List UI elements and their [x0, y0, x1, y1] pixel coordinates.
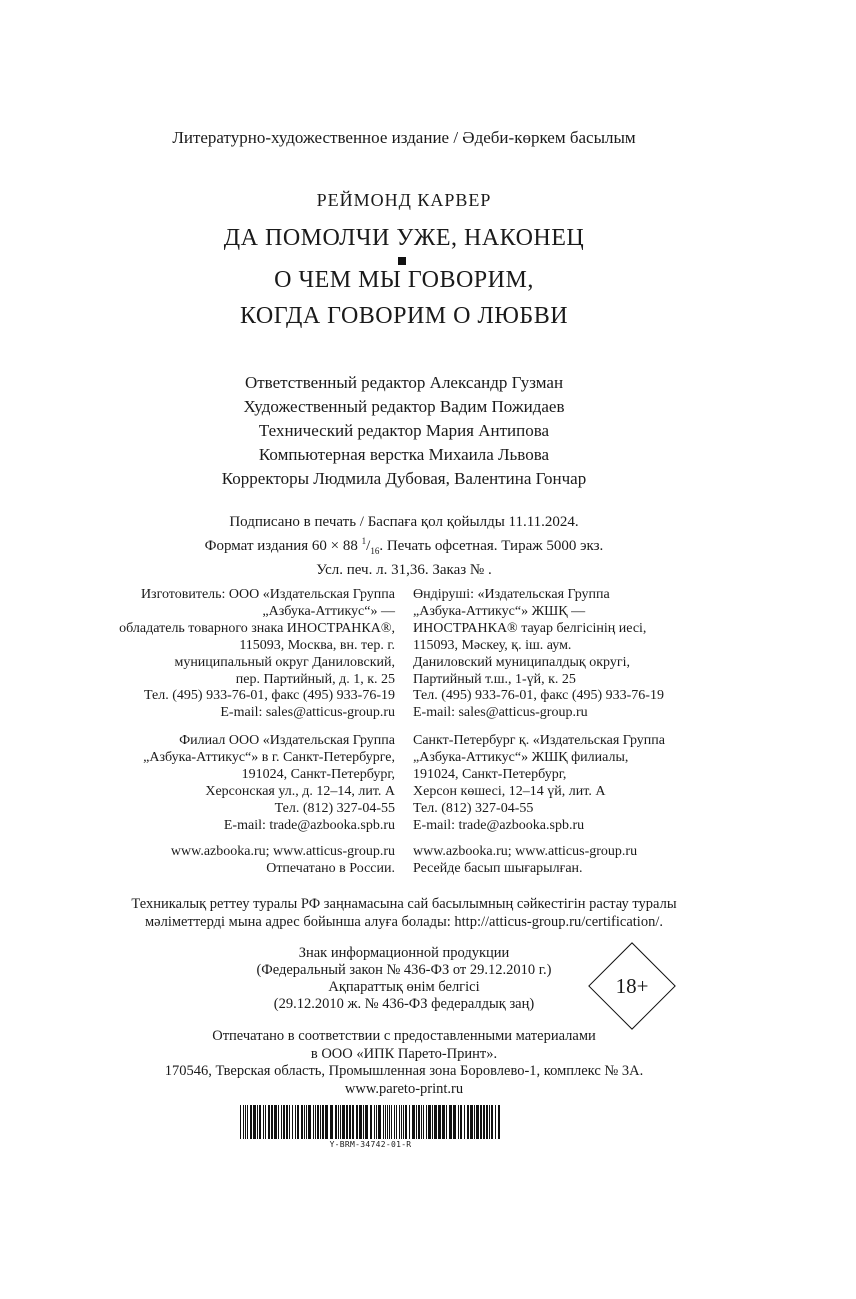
manufacturer-ru-line: 115093, Москва, вн. тер. г. [239, 637, 395, 653]
barcode-bar [352, 1105, 354, 1139]
barcode-bar [263, 1105, 264, 1139]
manufacturer-ru [65, 587, 395, 722]
barcode-bar [483, 1105, 485, 1139]
barcode-bar [474, 1105, 475, 1139]
barcode-bar [349, 1105, 351, 1139]
barcode-bar [320, 1105, 321, 1139]
branch-ru-line: 191024, Санкт-Петербург, [241, 766, 395, 782]
barcode-bar [378, 1105, 381, 1139]
print-info [0, 513, 808, 580]
branch-kz-line: Херсон көшесі, 12–14 үй, лит. А [413, 783, 606, 799]
barcode-bar [304, 1105, 305, 1139]
branch-ru-line: Херсонская ул., д. 12–14, лит. А [205, 783, 395, 799]
barcode-bar [363, 1105, 364, 1139]
branch-kz [413, 733, 743, 834]
branch-ru-line: „Азбука-Аттикус“» в г. Санкт-Петербурге, [143, 749, 395, 765]
barcode-bar [286, 1105, 288, 1139]
barcode-bar [297, 1105, 299, 1139]
manufacturer-kz-line: Партийный т.ш., 1-үй, к. 25 [413, 671, 576, 687]
barcode-bar [301, 1105, 303, 1139]
barcode-bar [423, 1105, 424, 1139]
barcode-bar [385, 1105, 386, 1139]
web-ru-line: Отпечатано в России. [266, 860, 395, 876]
barcode-bar [308, 1105, 311, 1139]
barcode-bar [356, 1105, 358, 1139]
manufacturer-ru-line: Изготовитель: ООО «Издательская Группа [140, 587, 395, 602]
barcode-bar [403, 1105, 404, 1139]
branch-kz-line: Санкт-Петербург қ. «Издательская Группа [413, 733, 665, 748]
format-prefix: Формат издания 60 × 88 [204, 538, 358, 554]
barcode-bar [383, 1105, 384, 1139]
certification-line: мәліметтерді мына адрес бойынша алуға болады: http://atticus-group.ru/certification/. [145, 914, 663, 930]
barcode-bar [428, 1105, 431, 1139]
barcode-bar [317, 1105, 319, 1139]
manufacturer-ru-line: Тел. (495) 933-76-01, факс (495) 933-76-19 [144, 688, 395, 704]
manufacturer-ru-line: „Азбука-Аттикус“» — [262, 603, 395, 619]
barcode-bar [426, 1105, 427, 1139]
certification-line: Техникалық реттеу туралы РФ заңнамасына сай басылымның сәйкестігін растау туралы [131, 896, 677, 912]
barcode-bar [292, 1105, 293, 1139]
barcode-bar [313, 1105, 314, 1139]
barcode-bar [271, 1105, 273, 1139]
barcode-bar [391, 1105, 392, 1139]
barcode-bar [283, 1105, 285, 1139]
manufacturer-kz-line: E-mail: sales@atticus-group.ru [413, 705, 588, 721]
web-kz-line: www.azbooka.ru; www.atticus-group.ru [413, 844, 638, 859]
credit-line: Корректоры Людмила Дубовая, Валентина Гончар [221, 469, 587, 488]
barcode-bar [322, 1105, 324, 1139]
barcode-bar [289, 1105, 290, 1139]
info-sign-line: Знак информационной продукции [298, 945, 510, 961]
printer-info [0, 1028, 808, 1098]
barcode-bar [342, 1105, 345, 1139]
barcode-bar [281, 1105, 282, 1139]
manufacturer-ru-line: пер. Партийный, д. 1, к. 25 [235, 671, 395, 687]
barcode-bar [278, 1105, 279, 1139]
barcode-bar [409, 1105, 410, 1139]
barcode-icon [240, 1105, 501, 1139]
printer-line: 170546, Тверская область, Промышленная зона Боровлево-1, комплекс № 3А. [164, 1063, 644, 1079]
barcode-bar [250, 1105, 252, 1139]
branch-kz-line: Тел. (812) 327-04-55 [413, 800, 534, 816]
barcode-bar [470, 1105, 473, 1139]
web-kz [413, 844, 743, 878]
printer-line: в ООО «ИПК Парето-Принт». [310, 1045, 498, 1062]
branch-ru-line: Тел. (812) 327-04-55 [274, 800, 395, 816]
barcode-bar [421, 1105, 422, 1139]
printer-line: Отпечатано в соответствии с предоставленными материалами [212, 1028, 596, 1044]
info-sign-line: Ақпараттық өнім белгісі [328, 979, 480, 995]
barcode-bar [446, 1105, 447, 1139]
barcode-bar [243, 1105, 244, 1139]
barcode-bar [412, 1105, 415, 1139]
barcode-bar [401, 1105, 402, 1139]
barcode-bar [396, 1105, 397, 1139]
genre-line: Литературно-художественное издание / Әдеби-көркем басылым [172, 128, 636, 147]
web-ru [65, 844, 395, 878]
barcode-bar [265, 1105, 266, 1139]
branch-kz-line: E-mail: trade@azbooka.spb.ru [413, 817, 585, 833]
barcode-bar [389, 1105, 390, 1139]
manufacturer-kz-line: Өндіруші: «Издательская Группа [413, 587, 610, 602]
manufacturer-ru-line: муниципальный округ Даниловский, [174, 654, 395, 670]
manufacturer-kz-line: „Азбука-Аттикус“» ЖШҚ — [413, 603, 586, 619]
barcode-bar [464, 1105, 465, 1139]
format-line [0, 532, 808, 561]
barcode-bar [306, 1105, 307, 1139]
barcode-bar [340, 1105, 341, 1139]
barcode-bar [480, 1105, 482, 1139]
branch-ru-line: Филиал ООО «Издательская Группа [179, 733, 395, 748]
barcode-bar [399, 1105, 400, 1139]
info-sign-line: (29.12.2010 ж. № 436-ФЗ федералдық заң) [273, 996, 535, 1012]
barcode-bar [405, 1105, 407, 1139]
barcode-bar [315, 1105, 316, 1139]
printer-line: www.pareto-print.ru [344, 1080, 464, 1097]
barcode-bar [330, 1105, 333, 1139]
barcode-bar [259, 1105, 261, 1139]
format-suffix: . Печать офсетная. Тираж 5000 экз. [379, 538, 604, 554]
barcode-bar [416, 1105, 417, 1139]
signed-to-print: Подписано в печать / Баспаға қол қойылды 11.11.2024. [229, 514, 579, 530]
barcode-bar [432, 1105, 433, 1139]
barcode-bar [434, 1105, 437, 1139]
format-denominator: 16 [370, 546, 380, 556]
info-product-sign [0, 945, 808, 1013]
manufacturer-kz-line: Даниловский муниципалдық округі, [413, 654, 630, 670]
certification-note [0, 895, 808, 931]
barcode-bar [495, 1105, 496, 1139]
credit-line: Художественный редактор Вадим Пожидаев [243, 397, 565, 416]
barcode-bar [338, 1105, 339, 1139]
credit-line: Технический редактор Мария Антипова [258, 421, 550, 440]
barcode-bar [335, 1105, 337, 1139]
format-slash: / [366, 538, 371, 554]
barcode-bar [359, 1105, 362, 1139]
barcode-bar [376, 1105, 377, 1139]
branch-ru-line: E-mail: trade@azbooka.spb.ru [223, 817, 395, 833]
author-name: РЕЙМОНД КАРВЕР [316, 190, 492, 210]
info-sign-line: (Федеральный закон № 436-ФЗ от 29.12.2010 г.) [256, 962, 552, 978]
book-title-1: ДА ПОМОЛЧИ УЖЕ, НАКОНЕЦ [223, 225, 585, 251]
book-title-2-line1: О ЧЕМ МЫ ГОВОРИМ, [274, 267, 534, 293]
barcode-bar [442, 1105, 445, 1139]
order-line: Усл. печ. л. 31,36. Заказ № . [316, 562, 492, 578]
format-numerator: 1 [361, 536, 367, 546]
barcode-bar [257, 1105, 258, 1139]
book-title-2-line2: КОГДА ГОВОРИМ О ЛЮБВИ [239, 303, 569, 329]
barcode-bar [240, 1105, 241, 1139]
barcode-bar [460, 1105, 462, 1139]
barcode-bar [245, 1105, 246, 1139]
web-ru-line: www.azbooka.ru; www.atticus-group.ru [170, 844, 395, 859]
barcode-bar [387, 1105, 388, 1139]
barcode-bar [374, 1105, 375, 1139]
barcode-bar [365, 1105, 368, 1139]
manufacturer-kz-line: Тел. (495) 933-76-01, факс (495) 933-76-19 [413, 688, 664, 704]
barcode-bar [476, 1105, 479, 1139]
credit-line: Компьютерная верстка Михаила Львова [258, 445, 550, 464]
barcode-bar [394, 1105, 395, 1139]
barcode-bar [370, 1105, 372, 1139]
manufacturer-kz-line: ИНОСТРАНКА® тауар белгісінің иесі, [413, 620, 647, 636]
credit-line: Ответственный редактор Александр Гузман [244, 373, 564, 392]
barcode-bar [418, 1105, 420, 1139]
barcode-bar [449, 1105, 452, 1139]
barcode-label: Y-BRM-34742-01-R [329, 1140, 412, 1149]
barcode-bar [489, 1105, 490, 1139]
barcode-bar [498, 1105, 500, 1139]
barcode-bar [458, 1105, 459, 1139]
branch-kz-line: 191024, Санкт-Петербург, [413, 766, 567, 782]
barcode-bar [467, 1105, 469, 1139]
branch-kz-line: „Азбука-Аттикус“» ЖШҚ филиалы, [413, 749, 629, 765]
barcode-bar [491, 1105, 493, 1139]
barcode-bar [438, 1105, 441, 1139]
barcode-bar [486, 1105, 488, 1139]
manufacturer-ru-line: E-mail: sales@atticus-group.ru [220, 705, 395, 721]
web-kz-line: Ресейде басып шығарылған. [413, 860, 583, 876]
manufacturer-kz [413, 587, 743, 722]
age-rating: 18+ [615, 974, 649, 998]
barcode-bar [253, 1105, 256, 1139]
credits [0, 371, 808, 491]
manufacturer-kz-line: 115093, Мәскеу, қ. іш. аум. [413, 637, 572, 653]
barcode-bar [274, 1105, 277, 1139]
barcode-bar [453, 1105, 456, 1139]
barcode-bar [295, 1105, 296, 1139]
barcode-bar [247, 1105, 248, 1139]
book-title-2 [0, 262, 808, 334]
barcode-bar [346, 1105, 348, 1139]
barcode-bar [268, 1105, 270, 1139]
branch-ru [65, 733, 395, 834]
manufacturer-ru-line: обладатель товарного знака ИНОСТРАНКА®, [119, 620, 395, 636]
barcode-bar [325, 1105, 328, 1139]
